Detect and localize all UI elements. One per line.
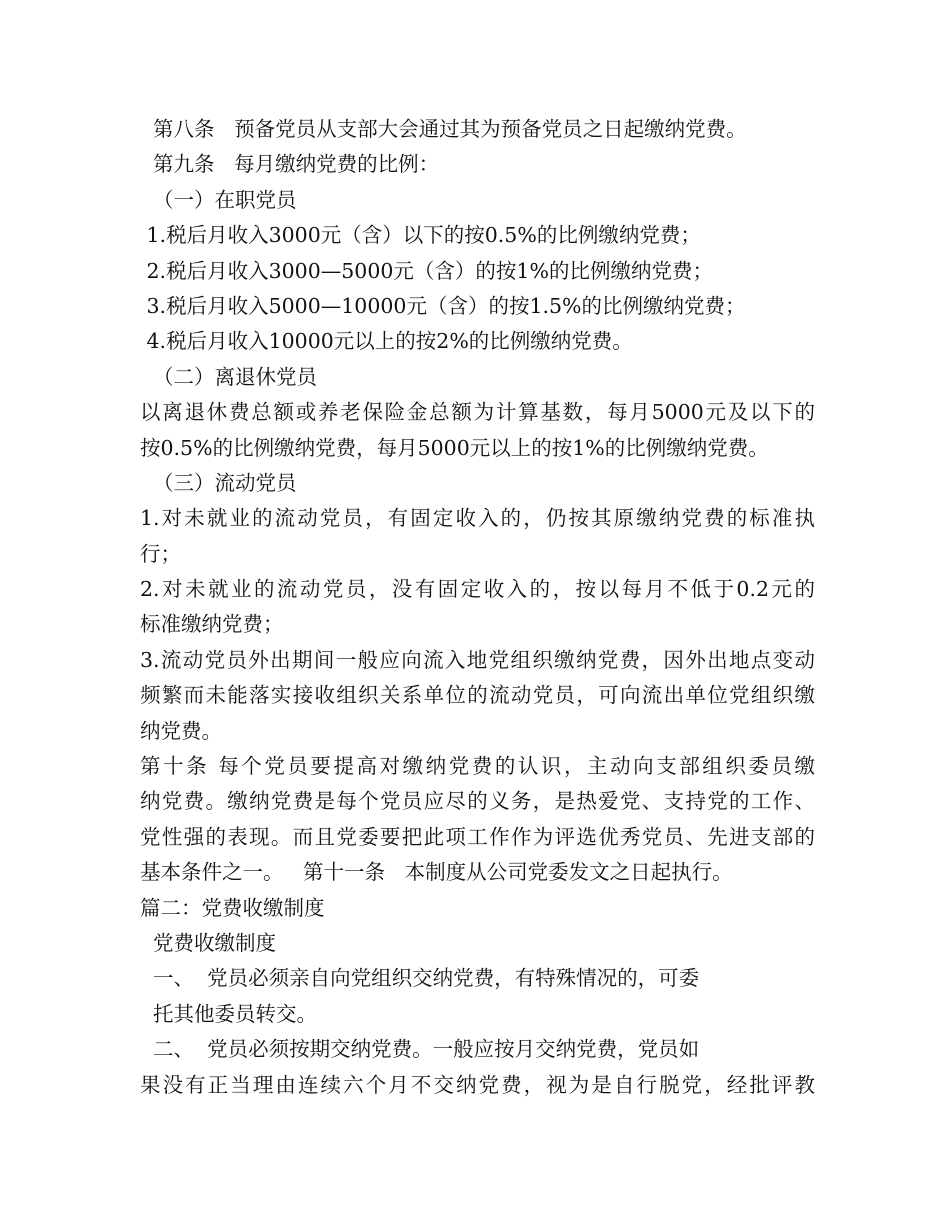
rule-2-line-2: 果没有正当理由连续六个月不交纳党费，视为是自行脱党，经批评教 <box>140 1072 815 1097</box>
rule-2-line-1: 二、 党员必须按期交纳党费。一般应按月交纳党费，党员如 <box>140 1037 700 1062</box>
mobile-item-2-line-1: 2.对未就业的流动党员，没有固定收入的，按以每月不低于0.2元的 <box>140 577 815 602</box>
mobile-item-2-line-2: 标准缴纳党费； <box>140 612 284 637</box>
regulation-title: 党费收缴制度 <box>140 930 277 955</box>
article-10-line-1: 第十条 每个党员要提高对缴纳党费的认识，主动向支部组织委员缴 <box>140 754 815 779</box>
rate-item-1: 1.税后月收入3000元（含）以下的按0.5%的比例缴纳党费； <box>140 223 701 248</box>
mobile-item-3-line-2: 频繁而未能落实接收组织关系单位的流动党员，可向流出单位党组织缴 <box>140 683 815 708</box>
rate-item-4: 4.税后月收入10000元以上的按2%的比例缴纳党费。 <box>140 329 633 354</box>
mobile-item-3-line-1: 3.流动党员外出期间一般应向流入地党组织缴纳党费，因外出地点变动 <box>140 647 815 672</box>
rule-1-line-1: 一、 党员必须亲自向党组织交纳党费，有特殊情况的，可委 <box>140 966 700 991</box>
article-10-line-4: 基本条件之一。 第十一条 本制度从公司党委发文之日起执行。 <box>140 860 733 885</box>
article-8-line: 第八条 预备党员从支部大会通过其为预备党员之日起缴纳党费。 <box>140 117 747 141</box>
retired-text-line-1: 以离退休费总额或养老保险金总额为计算基数，每月5000元及以下的 <box>140 400 815 425</box>
rate-item-2: 2.税后月收入3000—5000元（含）的按1%的比例缴纳党费； <box>140 258 713 283</box>
article-10-line-3: 党性强的表现。而且党委要把此项工作作为评选优秀党员、先进支部的 <box>140 824 815 849</box>
article-10-line-2: 纳党费。缴纳党费是每个党员应尽的义务，是热爱党、支持党的工作、 <box>140 789 815 814</box>
document-body <box>140 112 815 1103</box>
retired-text-line-2: 按0.5%的比例缴纳党费，每月5000元以上的按1%的比例缴纳党费。 <box>140 435 769 460</box>
section-heading-mobile: （三）流动党员 <box>140 470 297 495</box>
section-heading-retired: （二）离退休党员 <box>140 364 318 389</box>
part-2-title: 篇二：党费收缴制度 <box>140 895 325 920</box>
rule-1-line-2: 托其他委员转交。 <box>140 1001 318 1026</box>
mobile-item-1-line-1: 1.对未就业的流动党员，有固定收入的，仍按其原缴纳党费的标准执 <box>140 506 815 531</box>
rate-item-3: 3.税后月收入5000—10000元（含）的按1.5%的比例缴纳党费； <box>140 293 746 318</box>
article-9-line: 第九条 每月缴纳党费的比例： <box>140 152 440 177</box>
mobile-item-3-line-3: 纳党费。 <box>140 718 222 743</box>
mobile-item-1-line-2: 行； <box>140 541 181 566</box>
section-heading-employed: （一）在职党员 <box>140 187 297 212</box>
